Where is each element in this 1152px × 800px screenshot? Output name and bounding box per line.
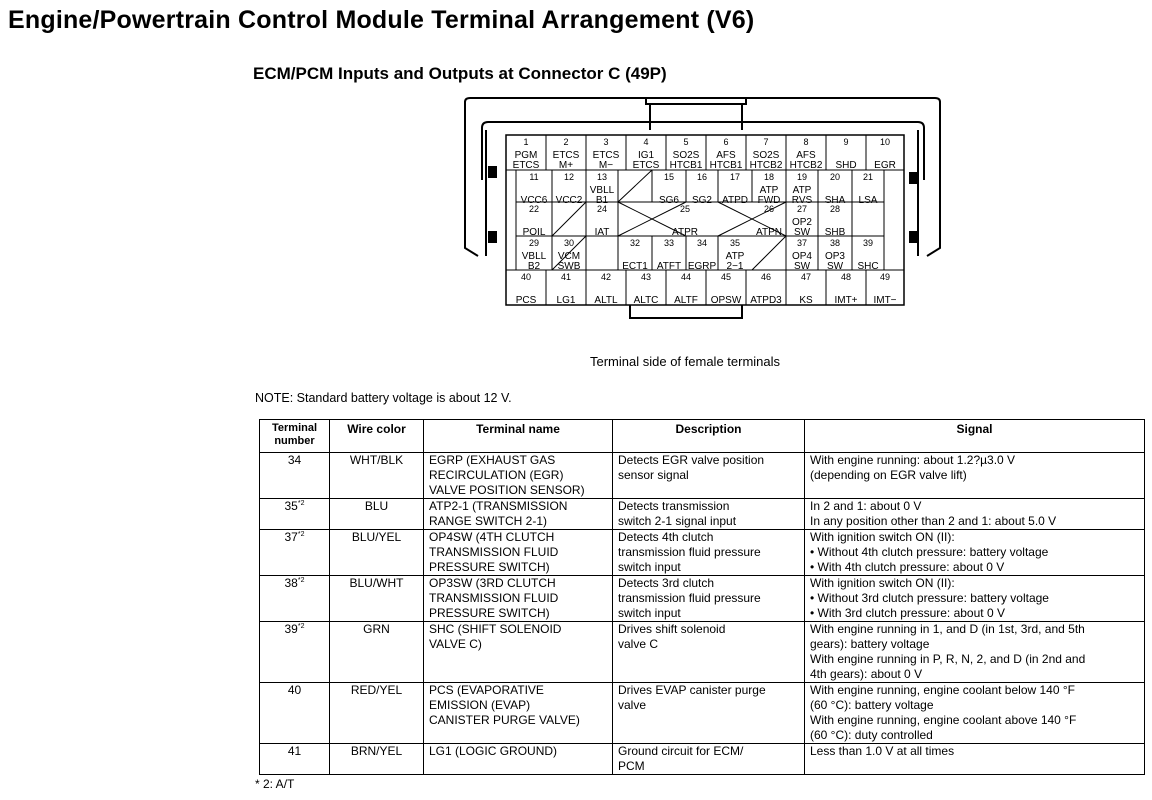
cell-signal: With engine running in 1, and D (in 1st, 3rd, and 5th gears): battery voltage With engine running in P, R, N, 2, and D (in 2nd and 4th gears): about 0 V bbox=[805, 622, 1145, 683]
pin-number: 38 bbox=[829, 238, 841, 248]
pin-number: 47 bbox=[800, 272, 812, 282]
cell-wire-color: BLU/YEL bbox=[330, 530, 424, 576]
pin-number: 1 bbox=[523, 137, 529, 147]
pin-label: SHB bbox=[824, 227, 846, 238]
cell-terminal-number: 37$^{*2}$ bbox=[260, 530, 330, 576]
pin-number: 4 bbox=[643, 137, 649, 147]
cell-terminal-number: 38$^{*2}$ bbox=[260, 576, 330, 622]
pin-number: 6 bbox=[723, 137, 729, 147]
pin-number: 19 bbox=[796, 172, 808, 182]
footnote-mark: *2 bbox=[297, 531, 305, 538]
cell-description: Detects transmission switch 2-1 signal input bbox=[613, 499, 805, 530]
cell-description: Drives shift solenoid valve C bbox=[613, 622, 805, 683]
pin-label: ATP bbox=[725, 251, 745, 262]
section-subtitle: ECM/PCM Inputs and Outputs at Connector C (49P) bbox=[253, 64, 667, 83]
cell-terminal-number: 40 bbox=[260, 683, 330, 744]
pin-label: OP2 bbox=[791, 217, 813, 228]
pin-label: M+ bbox=[558, 160, 574, 171]
pin-number: 11 bbox=[529, 172, 539, 182]
pin-number: 46 bbox=[760, 272, 772, 282]
pin-label: ALTF bbox=[674, 295, 698, 306]
pin-number: 25 bbox=[679, 204, 691, 214]
pin-label: HTCB2 bbox=[749, 160, 783, 171]
cell-wire-color: GRN bbox=[330, 622, 424, 683]
pin-number: 16 bbox=[696, 172, 708, 182]
pin-label: SHC bbox=[857, 261, 879, 272]
pin-label: HTCB1 bbox=[709, 160, 743, 171]
cell-terminal-name: EGRP (EXHAUST GAS RECIRCULATION (EGR) VALVE POSITION SENSOR) bbox=[424, 453, 613, 499]
cell-terminal-number: 41 bbox=[260, 744, 330, 775]
page-title: Engine/Powertrain Control Module Terminal Arrangement (V6) bbox=[8, 6, 755, 34]
pin-number: 33 bbox=[663, 238, 675, 248]
pin-number: 40 bbox=[520, 272, 532, 282]
pin-label: SW bbox=[826, 261, 844, 272]
pin-number: 18 bbox=[763, 172, 775, 182]
pin-label: LG1 bbox=[556, 295, 576, 306]
pin-number: 21 bbox=[862, 172, 874, 182]
pin-number: 42 bbox=[600, 272, 612, 282]
cell-terminal-name: PCS (EVAPORATIVE EMISSION (EVAP) CANISTER PURGE VALVE) bbox=[424, 683, 613, 744]
cell-terminal-number: 39$^{*2}$ bbox=[260, 622, 330, 683]
pin-number: 24 bbox=[596, 204, 608, 214]
pin-label: PGM bbox=[514, 150, 538, 161]
pin-label: EGRP bbox=[687, 261, 717, 272]
pin-label: IG1 bbox=[637, 150, 655, 161]
pin-label: SO2S bbox=[752, 150, 780, 161]
pin-label: SW bbox=[793, 261, 811, 272]
pin-number: 12 bbox=[563, 172, 575, 182]
pin-number: 27 bbox=[796, 204, 808, 214]
pin-number: 10 bbox=[879, 137, 891, 147]
pin-number: 28 bbox=[829, 204, 841, 214]
pin-label: ALTL bbox=[594, 295, 618, 306]
pin-label: SHA bbox=[824, 195, 846, 206]
cell-terminal-name: OP4SW (4TH CLUTCH TRANSMISSION FLUID PRESSURE SWITCH) bbox=[424, 530, 613, 576]
cell-signal: With engine running, engine coolant below 140 °F (60 °C): battery voltage With engine running, engine coolant above 140 °F (60 °C): duty controlled bbox=[805, 683, 1145, 744]
pin-label: ATP bbox=[792, 185, 812, 196]
table-header-row bbox=[260, 420, 1145, 453]
pin-number: 32 bbox=[629, 238, 641, 248]
cell-terminal-number: 35$^{*2}$ bbox=[260, 499, 330, 530]
pin-label: POIL bbox=[522, 227, 546, 238]
pin-label: AFS bbox=[796, 150, 816, 161]
pin-number: 29 bbox=[528, 238, 540, 248]
footnote-mark: *2 bbox=[297, 577, 305, 584]
footnote-mark: *2 bbox=[297, 500, 305, 507]
pin-number: 37 bbox=[796, 238, 808, 248]
cell-description: Detects EGR valve position sensor signal bbox=[613, 453, 805, 499]
cell-wire-color: BRN/YEL bbox=[330, 744, 424, 775]
pin-label: ATPR bbox=[672, 227, 698, 238]
pin-number: 20 bbox=[829, 172, 841, 182]
pin-number: 17 bbox=[729, 172, 741, 182]
pin-number: 45 bbox=[720, 272, 732, 282]
pin-label: ATPD3 bbox=[750, 295, 782, 306]
cell-wire-color: WHT/BLK bbox=[330, 453, 424, 499]
pin-label: SG6 bbox=[658, 195, 680, 206]
header-wire-color: Wire color bbox=[330, 420, 424, 453]
pin-label: FWD bbox=[757, 195, 781, 206]
cell-signal: Less than 1.0 V at all times bbox=[805, 744, 1145, 775]
pin-number: 48 bbox=[840, 272, 852, 282]
pin-label: KS bbox=[799, 295, 813, 306]
pin-number: 3 bbox=[603, 137, 609, 147]
pin-number: 22 bbox=[528, 204, 540, 214]
terminal-signal-table bbox=[259, 419, 1145, 775]
pin-label: OP3 bbox=[824, 251, 846, 262]
cell-description: Detects 3rd clutch transmission fluid pressure switch input bbox=[613, 576, 805, 622]
connector-diagram bbox=[0, 0, 1152, 340]
pin-label: ATPN bbox=[756, 227, 782, 238]
pin-label: EGR bbox=[874, 160, 896, 171]
pin-label: IMT− bbox=[873, 295, 897, 306]
pin-label: SWB bbox=[557, 261, 581, 272]
pin-label: AFS bbox=[716, 150, 736, 161]
header-description: Description bbox=[613, 420, 805, 453]
cell-terminal-number: 34 bbox=[260, 453, 330, 499]
pin-number: 34 bbox=[696, 238, 708, 248]
pin-label: ALTC bbox=[633, 295, 659, 306]
pin-label: SW bbox=[793, 227, 811, 238]
header-signal: Signal bbox=[805, 420, 1145, 453]
pin-label: HTCB1 bbox=[669, 160, 703, 171]
table-row bbox=[260, 530, 1145, 576]
cell-description: Detects 4th clutch transmission fluid pressure switch input bbox=[613, 530, 805, 576]
cell-terminal-name: ATP2-1 (TRANSMISSION RANGE SWITCH 2-1) bbox=[424, 499, 613, 530]
pin-label: 2−1 bbox=[726, 261, 744, 272]
pin-label: ETCS bbox=[512, 160, 540, 171]
pin-label: HTCB2 bbox=[789, 160, 823, 171]
cell-signal: With ignition switch ON (II): • Without 4th clutch pressure: battery voltage • With 4th clutch pressure: about 0 V bbox=[805, 530, 1145, 576]
pin-label: ETCS bbox=[552, 150, 580, 161]
pin-number: 41 bbox=[560, 272, 572, 282]
table-row bbox=[260, 453, 1145, 499]
diagram-caption: Terminal side of female terminals bbox=[590, 354, 781, 369]
pin-label: OP4 bbox=[791, 251, 813, 262]
pin-number: 49 bbox=[879, 272, 891, 282]
table-row bbox=[260, 683, 1145, 744]
pin-label: ECT1 bbox=[622, 261, 648, 272]
pin-label: B2 bbox=[527, 261, 541, 272]
pin-label: ATFT bbox=[656, 261, 682, 272]
pin-number: 13 bbox=[596, 172, 608, 182]
pin-label: ETCS bbox=[592, 150, 620, 161]
pin-label: IMT+ bbox=[834, 295, 858, 306]
pin-label: RVS bbox=[791, 195, 813, 206]
pin-number: 9 bbox=[843, 137, 849, 147]
cell-wire-color: BLU bbox=[330, 499, 424, 530]
pin-number: 2 bbox=[563, 137, 569, 147]
pin-number: 26 bbox=[763, 204, 775, 214]
cell-terminal-name: LG1 (LOGIC GROUND) bbox=[424, 744, 613, 775]
pin-label: VBLL bbox=[589, 185, 615, 196]
cell-terminal-name: OP3SW (3RD CLUTCH TRANSMISSION FLUID PRESSURE SWITCH) bbox=[424, 576, 613, 622]
pin-number: 15 bbox=[663, 172, 675, 182]
table-row bbox=[260, 499, 1145, 530]
cell-description: Drives EVAP canister purge valve bbox=[613, 683, 805, 744]
pin-label: ATP bbox=[759, 185, 779, 196]
cell-wire-color: RED/YEL bbox=[330, 683, 424, 744]
pin-number: 8 bbox=[803, 137, 809, 147]
pin-number: 35 bbox=[729, 238, 741, 248]
pin-label: SO2S bbox=[672, 150, 700, 161]
cell-description: Ground circuit for ECM/ PCM bbox=[613, 744, 805, 775]
pin-number: 39 bbox=[862, 238, 874, 248]
header-terminal-number: Terminal number bbox=[260, 420, 330, 453]
table-row bbox=[260, 622, 1145, 683]
pin-label: ATPD bbox=[722, 195, 748, 206]
pin-label: VCC6 bbox=[520, 195, 548, 206]
pin-label: ETCS bbox=[632, 160, 660, 171]
pin-number: 44 bbox=[680, 272, 692, 282]
cell-signal: With ignition switch ON (II): • Without 3rd clutch pressure: battery voltage • With 3rd clutch pressure: about 0 V bbox=[805, 576, 1145, 622]
pin-label: IAT bbox=[594, 227, 610, 238]
pin-label: OPSW bbox=[710, 295, 742, 306]
voltage-note: NOTE: Standard battery voltage is about 12 V. bbox=[255, 391, 512, 405]
pin-label: VCM bbox=[557, 251, 581, 262]
cell-terminal-name: SHC (SHIFT SOLENOID VALVE C) bbox=[424, 622, 613, 683]
cell-wire-color: BLU/WHT bbox=[330, 576, 424, 622]
pin-label: LSA bbox=[858, 195, 878, 206]
table-row bbox=[260, 576, 1145, 622]
pin-number: 43 bbox=[640, 272, 652, 282]
footnote: * 2: A/T bbox=[255, 777, 295, 791]
pin-label: M− bbox=[598, 160, 614, 171]
header-terminal-name: Terminal name bbox=[424, 420, 613, 453]
pin-label: VCC2 bbox=[555, 195, 583, 206]
cell-signal: In 2 and 1: about 0 V In any position other than 2 and 1: about 5.0 V bbox=[805, 499, 1145, 530]
pin-number: 5 bbox=[683, 137, 689, 147]
pin-number: 30 bbox=[563, 238, 575, 248]
pin-label: SG2 bbox=[691, 195, 713, 206]
pin-label: SHD bbox=[835, 160, 857, 171]
pin-label: VBLL bbox=[521, 251, 547, 262]
cell-signal: With engine running: about 1.2?µ3.0 V (depending on EGR valve lift) bbox=[805, 453, 1145, 499]
pin-label: PCS bbox=[515, 295, 537, 306]
pin-label: B1 bbox=[595, 195, 609, 206]
pin-number: 7 bbox=[763, 137, 769, 147]
footnote-mark: *2 bbox=[297, 623, 305, 630]
table-row bbox=[260, 744, 1145, 775]
